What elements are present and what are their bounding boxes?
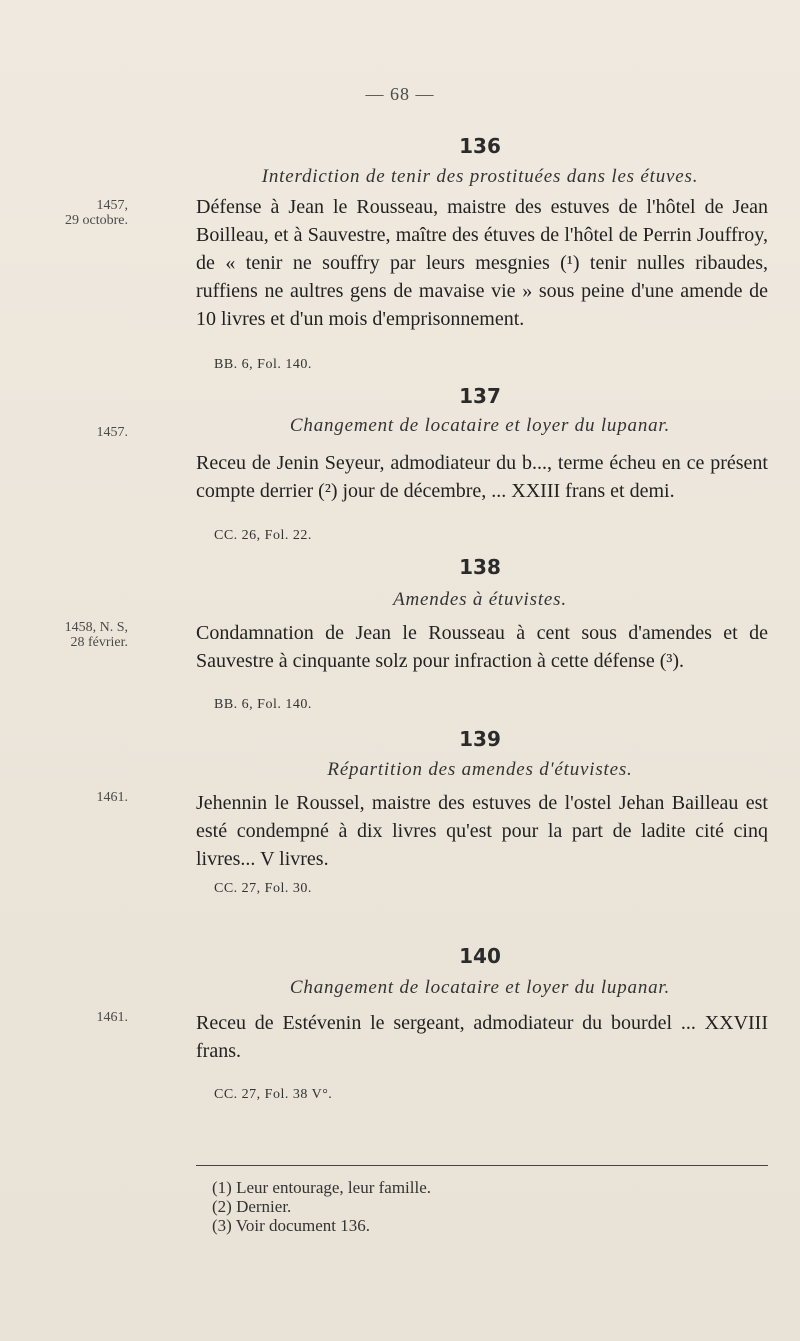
margin-date-137	[8, 425, 128, 440]
footnote-rule	[196, 1165, 768, 1166]
margin-year: 1461.	[96, 790, 128, 805]
entry-number-140: 140	[459, 944, 501, 968]
entry-title-136: Interdiction de tenir des prostituées dans les étuves.	[261, 166, 699, 187]
margin-date-139	[8, 790, 128, 805]
footnote-3: (3) Voir document 136.	[212, 1216, 371, 1235]
entry-title-139: Répartition des amendes d'étuvistes.	[327, 759, 633, 780]
entry-reference-137: CC. 26, Fol. 22.	[214, 528, 312, 543]
entry-body-136: Défense à Jean le Rousseau, maistre des estuves de l'hôtel de Jean Boilleau, et à Sauvestre, maître des étuves de l'hôtel de Perrin Jouffroy, de « tenir ne souffry par leurs mesgnies (¹) tenir nulles ribaudes, ruffiens ne aultres gens de mavaise vie » sous peine d'une amende de 10 livres et d'un mois d'emprisonnement.	[196, 196, 768, 330]
entry-title-137: Changement de locataire et loyer du lupanar.	[289, 415, 671, 436]
entry-reference-140: CC. 27, Fol. 38 V°.	[214, 1087, 333, 1102]
entry-reference-136: BB. 6, Fol. 140.	[214, 357, 312, 372]
margin-year: 1457.	[96, 425, 128, 440]
entry-number-137: 137	[459, 384, 501, 408]
entry-body-137: Receu de Jenin Seyeur, admodiateur du b..., terme écheu en ce présent compte derrier (²) jour de décembre, ... XXIII frans et demi.	[196, 452, 768, 502]
footnotes	[212, 1178, 752, 1235]
margin-date-140	[8, 1010, 128, 1025]
margin-day: 29 octobre.	[65, 213, 128, 228]
entry-reference-138: BB. 6, Fol. 140.	[214, 697, 312, 712]
entry-body-140: Receu de Estévenin le sergeant, admodiateur du bourdel ... XXVIII frans.	[196, 1012, 768, 1062]
entry-body-138: Condamnation de Jean le Rousseau à cent sous d'amendes et de Sauvestre à cinquante solz pour infraction à cette défense (³).	[196, 622, 768, 672]
entry-number-139: 139	[459, 727, 501, 751]
footnote-1: (1) Leur entourage, leur famille.	[212, 1178, 432, 1197]
entry-body-139: Jehennin le Roussel, maistre des estuves de l'ostel Jehan Bailleau est esté condempné à dix livres qu'est pour la part de ladite cité cinq livres... V livres.	[196, 792, 768, 870]
margin-date-136	[8, 198, 128, 228]
footnote-2: (2) Dernier.	[212, 1197, 292, 1216]
margin-date-138	[8, 620, 128, 650]
margin-day: 28 février.	[70, 635, 128, 650]
entry-title-138: Amendes à étuvistes.	[393, 589, 567, 610]
entry-number-136: 136	[459, 134, 501, 158]
margin-year: 1458, N. S,	[64, 620, 128, 635]
entry-number-138: 138	[459, 555, 501, 579]
page-number: — 68 —	[365, 84, 435, 104]
margin-year: 1457,	[96, 198, 128, 213]
entry-reference-139: CC. 27, Fol. 30.	[214, 881, 312, 896]
margin-year: 1461.	[96, 1010, 128, 1025]
entry-title-140: Changement de locataire et loyer du lupanar.	[289, 977, 671, 998]
